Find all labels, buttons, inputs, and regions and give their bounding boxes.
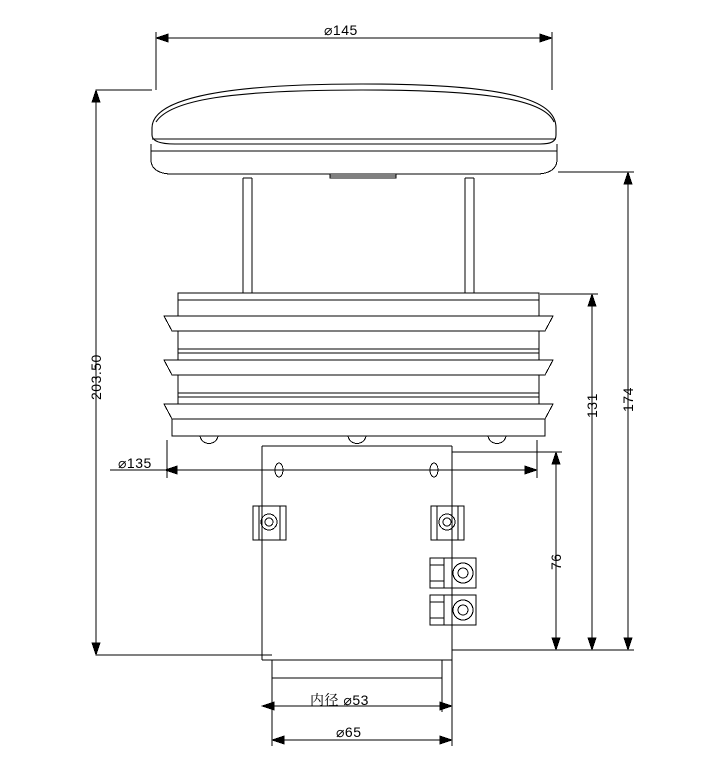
upper-housing: [151, 144, 557, 178]
main-body-cylinder: [262, 446, 452, 660]
cable-gland-lower: [430, 595, 476, 625]
connector-left: [253, 506, 286, 540]
top-dome: [152, 84, 556, 144]
dimension-label-outer-diameter: ⌀65: [336, 724, 362, 740]
connector-right-top: [431, 506, 464, 540]
dimension-label-height-76: 76: [548, 553, 564, 570]
dimension-label-top-diameter: ⌀145: [324, 22, 358, 38]
dimension-label-overall-height: 203.50: [88, 354, 104, 400]
cable-gland-upper: [430, 558, 476, 588]
dimension-label-mount-diameter: ⌀135: [118, 455, 152, 471]
dimension-label-height-131: 131: [584, 393, 600, 418]
radiation-shield-plates: [164, 293, 553, 419]
dimension-label-inner-diameter: 内径 ⌀53: [310, 692, 369, 708]
support-posts: [243, 178, 474, 293]
base-disk: [172, 419, 545, 444]
dimension-label-height-174: 174: [620, 387, 636, 412]
